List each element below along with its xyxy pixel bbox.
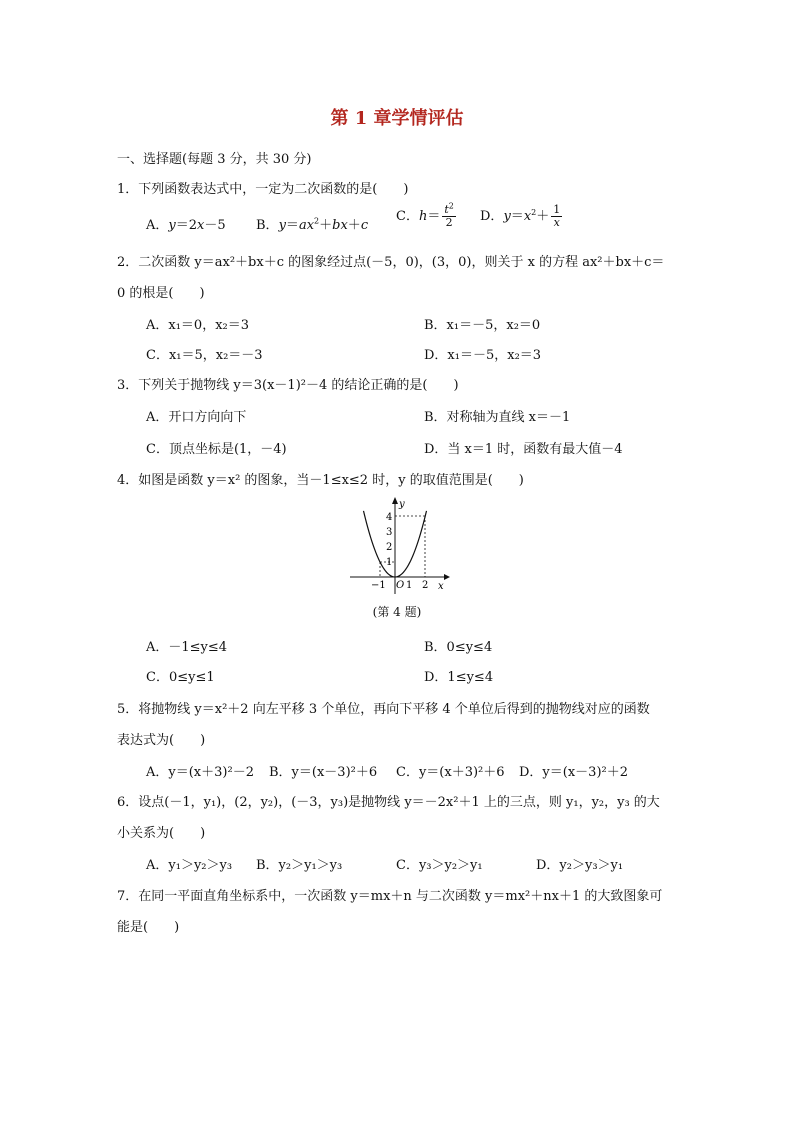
q1-option-c: C．h＝ $\frac{t^2}{2}$ [396, 201, 454, 230]
q2-stem-line1: 2．二次函数 y＝ax²＋bx＋c 的图象经过点(－5，0)，(3，0)，则关于 x 的方程 ax²＋bx＋c＝ [117, 255, 665, 270]
q3-option-a: A．开口方向向下 [146, 410, 247, 425]
xtick-1: 1 [406, 580, 413, 591]
ytick-1: 1 [386, 557, 393, 568]
page-title: 第 1 章学情评估 [330, 108, 464, 129]
q1-stem: 1．下列函数表达式中，一定为二次函数的是( ) [117, 182, 409, 197]
q6-stem-line2: 小关系为( ) [117, 826, 206, 841]
q4-parabola-figure [340, 494, 452, 594]
ytick-2: 2 [386, 542, 393, 553]
q2-option-a: A．x₁＝0，x₂＝3 [146, 318, 250, 333]
q4-option-a: A．－1≤y≤4 [146, 640, 228, 655]
y-axis-arrow-icon [392, 497, 398, 504]
q4-option-c: C．0≤y≤1 [146, 670, 215, 685]
q5-option-a: A．y＝(x＋3)²－2 [146, 765, 254, 780]
axis-y-label: y [399, 499, 405, 510]
q5-option-d: D．y＝(x－3)²＋2 [519, 765, 628, 780]
q5-stem-line2: 表达式为( ) [117, 733, 206, 748]
section-heading: 一、选择题(每题 3 分，共 30 分) [117, 152, 312, 167]
q1-option-a-label: A． [146, 218, 169, 233]
ytick-3: 3 [386, 527, 393, 538]
xtick-neg1: −1 [371, 580, 386, 591]
q1-option-b-label: B． [256, 218, 279, 233]
q6-option-c: C．y₃＞y₂＞y₁ [396, 858, 483, 873]
xtick-2: 2 [422, 580, 429, 591]
q6-option-b: B．y₂＞y₁＞y₃ [256, 858, 343, 873]
q5-option-c: C．y＝(x＋3)²＋6 [396, 765, 505, 780]
q6-stem-line1: 6．设点(－1，y₁)，(2，y₂)，(－3，y₃)是抛物线 y＝－2x²＋1 上的三点，则 y₁，y₂，y₃ 的大 [117, 795, 660, 810]
q4-option-b: B．0≤y≤4 [424, 640, 493, 655]
axis-x-label: x [438, 581, 444, 592]
q2-option-c: C．x₁＝5，x₂＝－3 [146, 348, 263, 363]
q4-figure-caption: (第 4 题) [372, 605, 422, 619]
q7-stem-line1: 7．在同一平面直角坐标系中，一次函数 y＝mx＋n 与二次函数 y＝mx²＋nx＋1 的大致图象可 [117, 889, 663, 904]
q5-stem-line1: 5．将抛物线 y＝x²＋2 向左平移 3 个单位，再向下平移 4 个单位后得到的抛物线对应的函数 [117, 702, 650, 717]
q1-option-c-label: C． [396, 209, 419, 225]
q4-stem: 4．如图是函数 y＝x² 的图象，当－1≤x≤2 时，y 的取值范围是( ) [117, 473, 524, 488]
q5-option-b: B．y＝(x－3)²＋6 [269, 765, 378, 780]
q1-option-d-label: D． [480, 209, 504, 225]
q2-stem-line2: 0 的根是( ) [117, 286, 205, 301]
q6-option-a: A．y₁＞y₂＞y₃ [146, 858, 233, 873]
q1-option-d: D．$y=x^2+$ $\frac{1}{x}$ [480, 203, 561, 230]
q7-stem-line2: 能是( ) [117, 920, 180, 935]
q1-option-b: B．$y=ax^2+bx+c$ [256, 216, 369, 233]
q4-option-d: D．1≤y≤4 [424, 670, 494, 685]
q3-option-d: D．当 x＝1 时，函数有最大值－4 [424, 442, 623, 457]
origin-label: O [396, 580, 405, 591]
q3-stem: 3．下列关于抛物线 y＝3(x－1)²－4 的结论正确的是( ) [117, 378, 459, 393]
q6-option-d: D．y₂＞y₃＞y₁ [536, 858, 624, 873]
q1-option-a: A．y＝2x－5 [146, 218, 226, 233]
q3-option-b: B．对称轴为直线 x＝－1 [424, 410, 571, 425]
x-axis-arrow-icon [444, 574, 450, 580]
ytick-4: 4 [386, 512, 393, 523]
q2-option-d: D．x₁＝－5，x₂＝3 [424, 348, 542, 363]
q2-option-b: B．x₁＝－5，x₂＝0 [424, 318, 541, 333]
q3-option-c: C．顶点坐标是(1，－4) [146, 442, 287, 457]
